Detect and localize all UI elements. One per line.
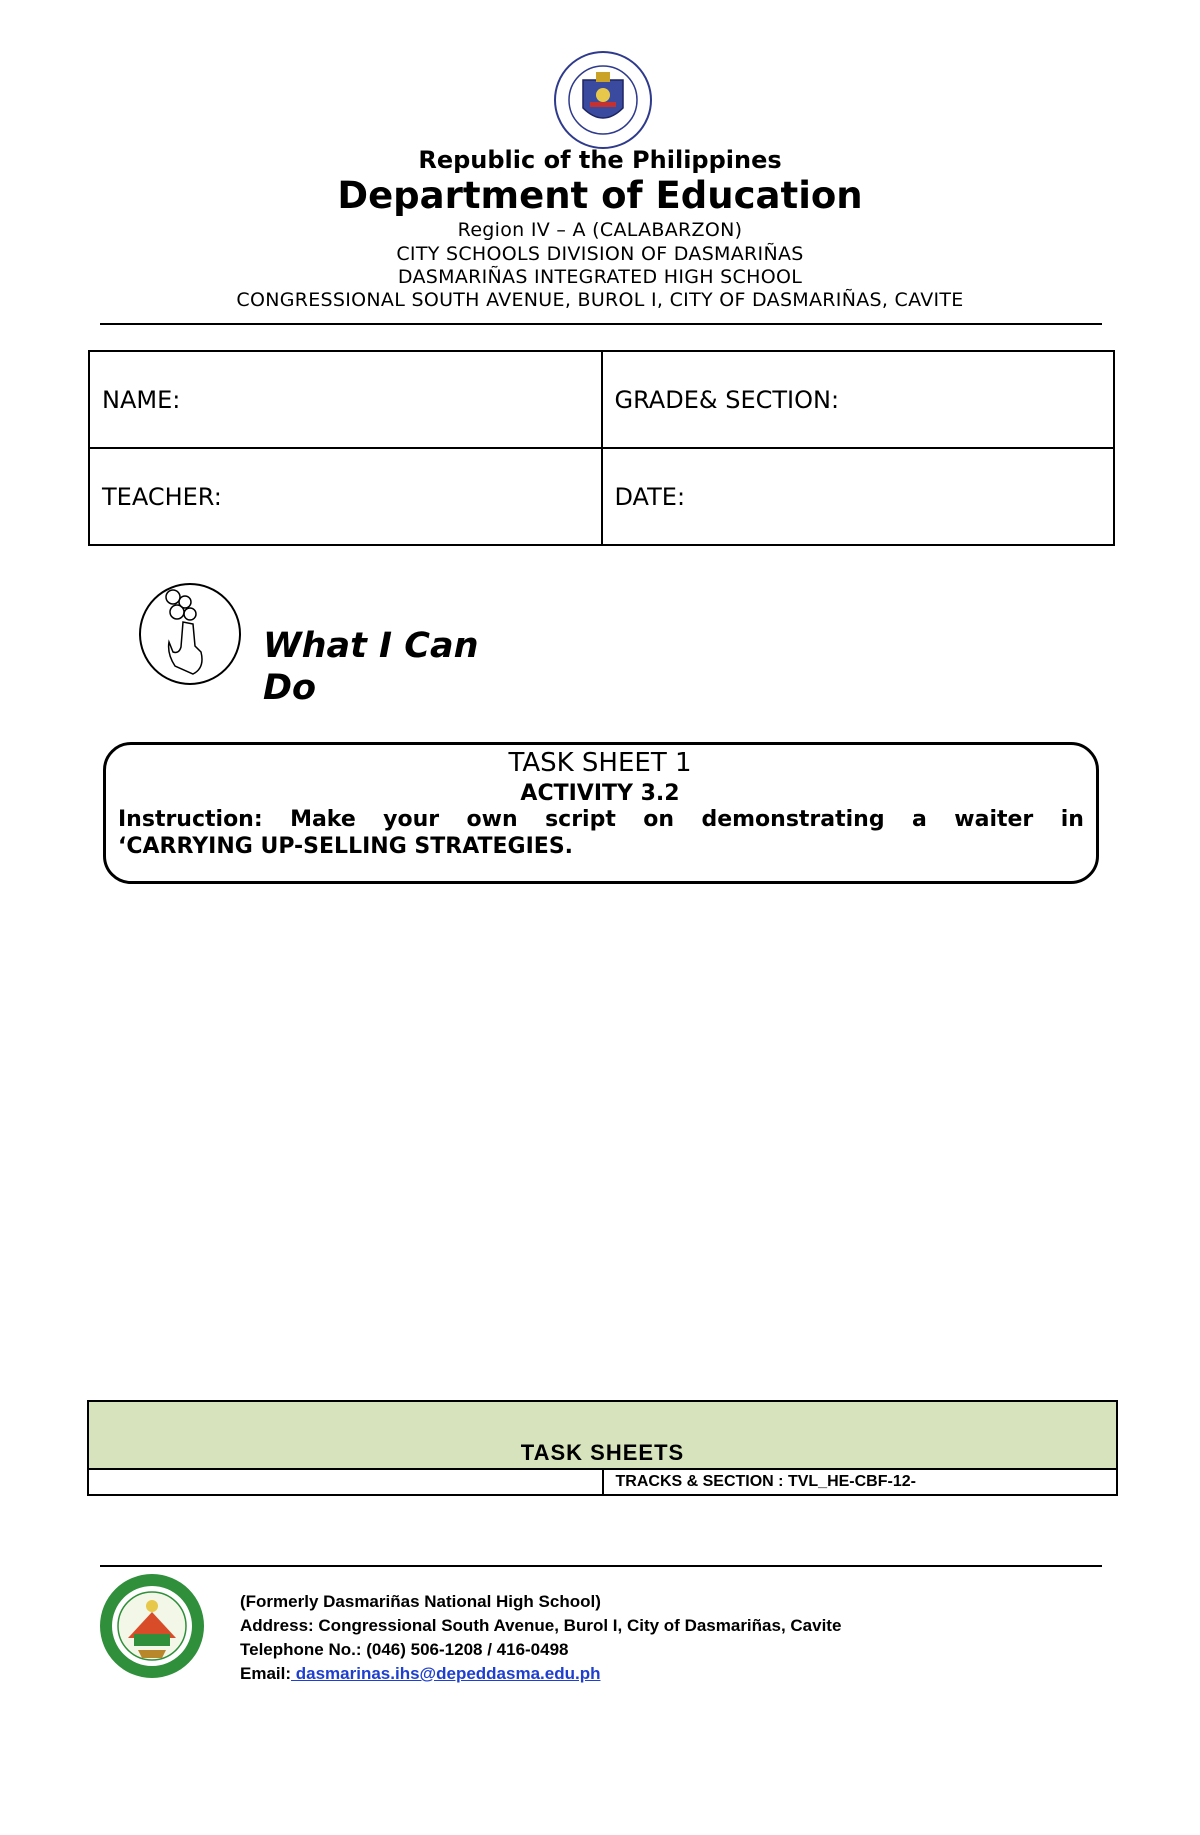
- date-label: DATE:: [614, 482, 686, 511]
- instruction-text: [118, 806, 1084, 860]
- instruction-word: waiter: [954, 807, 1034, 832]
- school-seal-logo: [98, 1572, 206, 1680]
- instruction-word: Instruction:: [118, 807, 263, 832]
- instruction-line-1: [118, 806, 1084, 833]
- name-field[interactable]: [89, 351, 602, 448]
- email-label: Email:: [240, 1664, 292, 1683]
- instruction-word: own: [466, 807, 518, 832]
- task-sheets-header: [88, 1401, 1117, 1469]
- republic-heading: Republic of the Philippines: [418, 146, 782, 174]
- teacher-field[interactable]: [89, 448, 602, 545]
- footer-telephone: Telephone No.: (046) 506-1208 / 416-0498: [240, 1640, 569, 1659]
- tracks-section-label: TRACKS & SECTION : TVL_HE-CBF-12-: [615, 1473, 916, 1490]
- instruction-word: a: [912, 807, 927, 832]
- title-line-2: Do: [263, 668, 317, 708]
- instruction-line-2: ‘CARRYING UP-SELLING STRATEGIES.: [118, 834, 574, 859]
- department-heading: Department of Education: [337, 174, 863, 217]
- date-field[interactable]: [602, 448, 1115, 545]
- footer-contact: [240, 1590, 841, 1686]
- formerly-line: (Formerly Dasmariñas National High School): [240, 1592, 601, 1611]
- title-line-1: What I Can: [263, 626, 479, 666]
- task-sheets-title: TASK SHEETS: [520, 1440, 685, 1465]
- address-line: CONGRESSIONAL SOUTH AVENUE, BUROL I, CITY OF DASMARIÑAS, CAVITE: [236, 289, 964, 311]
- what-i-can-do-title: [263, 625, 523, 709]
- deped-seal-logo: [548, 50, 658, 150]
- instruction-word: in: [1060, 807, 1084, 832]
- activity-label: ACTIVITY 3.2: [520, 781, 680, 806]
- instruction-word: on: [643, 807, 675, 832]
- instruction-word: demonstrating: [701, 807, 885, 832]
- grade-section-field[interactable]: [602, 351, 1115, 448]
- hand-gears-icon: [135, 582, 245, 687]
- header-divider: [100, 323, 1102, 325]
- instruction-word: your: [383, 807, 440, 832]
- instruction-word: script: [545, 807, 616, 832]
- email-link[interactable]: dasmarinas.ihs@depeddasma.edu.ph: [291, 1664, 601, 1683]
- empty-cell: [88, 1469, 603, 1495]
- name-label: NAME:: [102, 385, 181, 414]
- task-sheets-table: [87, 1400, 1118, 1496]
- grade-section-label: GRADE& SECTION:: [614, 385, 840, 414]
- footer-email-line: [240, 1662, 841, 1686]
- school-line: DASMARIÑAS INTEGRATED HIGH SCHOOL: [397, 266, 803, 288]
- region-line: Region IV – A (CALABARZON): [457, 219, 743, 241]
- footer-divider: [100, 1565, 1102, 1567]
- student-info-table: [88, 350, 1115, 546]
- instruction-word: Make: [290, 807, 356, 832]
- footer-address: Address: Congressional South Avenue, Burol I, City of Dasmariñas, Cavite: [240, 1616, 842, 1635]
- tracks-section-cell: [603, 1469, 1118, 1495]
- teacher-label: TEACHER:: [102, 482, 222, 511]
- task-sheet-title: TASK SHEET 1: [508, 748, 692, 778]
- division-line: CITY SCHOOLS DIVISION OF DASMARIÑAS: [396, 243, 804, 265]
